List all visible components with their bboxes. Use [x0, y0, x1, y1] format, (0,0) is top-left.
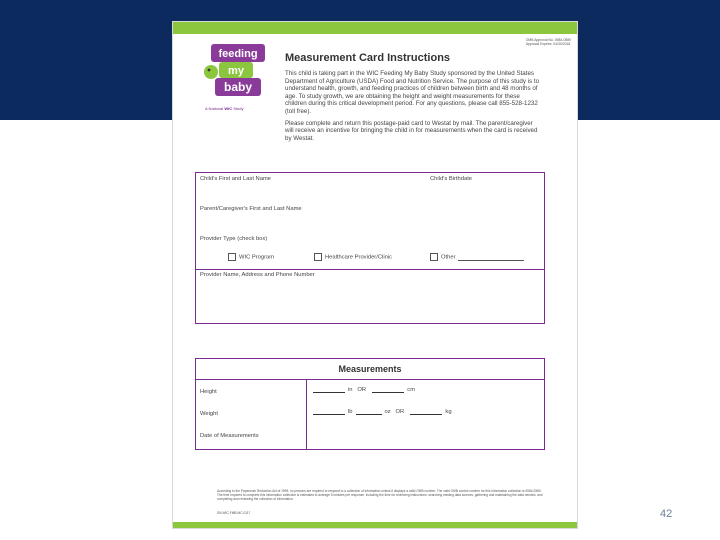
provider-type-label: Provider Type (check box) — [200, 236, 268, 242]
logo-word-baby: baby — [223, 80, 253, 94]
measurements-section — [195, 358, 545, 450]
child-info-section — [195, 172, 545, 324]
form-code: SN-WIC-FMB-MC-0117 — [217, 511, 251, 515]
omb-expiration: Approval Expires: 04/30/2018 — [525, 42, 571, 46]
other-write-in-line[interactable] — [458, 255, 524, 261]
weight-oz-line[interactable] — [356, 409, 382, 415]
card-bottom-stripe — [173, 522, 577, 528]
weight-entry[interactable]: lb oz OR kg — [310, 409, 452, 415]
paperwork-reduction-notice: According to the Paperwork Reduction Act of 1995, no persons are required to respond to a collection of information unless it displays a valid OMB number. The valid OMB control number for this information collection is 0584-0580. The time required to complete this information collection is estimated to average 5 minutes per response, including the time for reviewing instructions, searching existing data sources, gathering and maintaining the data needed, and completing and reviewing the collection of information. — [217, 489, 543, 501]
option-other[interactable]: Other — [430, 253, 524, 261]
omb-approval-text — [526, 38, 571, 46]
logo-word-my: my — [228, 65, 244, 77]
measurement-card-document — [173, 22, 577, 528]
instructions-paragraph-1: This child is taking part in the WIC Feeding My Baby Study sponsored by the United States Department of Agriculture (USDA) Food and Nutrition Service. The purpose of this study is to understand health, growth, and feeding practices of children between birth and 48 months of age. To study growth, we are obtaining the height and weight measurements for these children during this critical development period. For any questions, please call 855-528-1232 (toll free). — [285, 70, 540, 115]
height-entry[interactable]: in OR cm — [310, 387, 415, 393]
option-wic[interactable]: WIC Program — [228, 253, 274, 261]
parent-name-label: Parent/Caregiver's First and Last Name — [200, 206, 302, 212]
instructions-paragraph-2: Please complete and return this postage-paid card to Westat by mail. The parent/caregiver will receive an incentive for bringing the child in for measurements when the card is received by Westat. — [285, 119, 538, 142]
provider-details-label: Provider Name, Address and Phone Number — [200, 272, 315, 278]
height-inches-line[interactable] — [313, 387, 345, 393]
option-healthcare[interactable]: Healthcare Provider/Clinic — [314, 253, 392, 261]
weight-lb-line[interactable] — [313, 409, 345, 415]
section-divider — [196, 269, 544, 270]
other-checkbox[interactable] — [430, 253, 438, 261]
omb-number: OMB Approval No. 0584-0580 — [525, 38, 571, 42]
wic-checkbox[interactable] — [228, 253, 236, 261]
feeding-my-baby-logo — [203, 44, 265, 106]
card-top-stripe — [173, 22, 577, 34]
measurements-column-divider — [306, 379, 307, 449]
weight-label: Weight — [200, 411, 218, 417]
measurements-title: Measurements — [196, 359, 544, 380]
height-label: Height — [200, 389, 217, 395]
weight-kg-line[interactable] — [410, 409, 442, 415]
card-title: Measurement Card Instructions — [285, 52, 451, 64]
height-cm-line[interactable] — [372, 387, 404, 393]
child-birthdate-label: Child's Birthdate — [430, 176, 473, 182]
card-instructions — [285, 70, 543, 146]
slide-page-number: 42 — [660, 508, 673, 520]
healthcare-checkbox[interactable] — [314, 253, 322, 261]
logo-tagline: A National WIC Study — [205, 106, 244, 111]
logo-word-feeding: feeding — [218, 48, 258, 60]
date-of-measurements-label: Date of Measurements — [200, 433, 259, 439]
child-name-label: Child's First and Last Name — [200, 176, 272, 182]
